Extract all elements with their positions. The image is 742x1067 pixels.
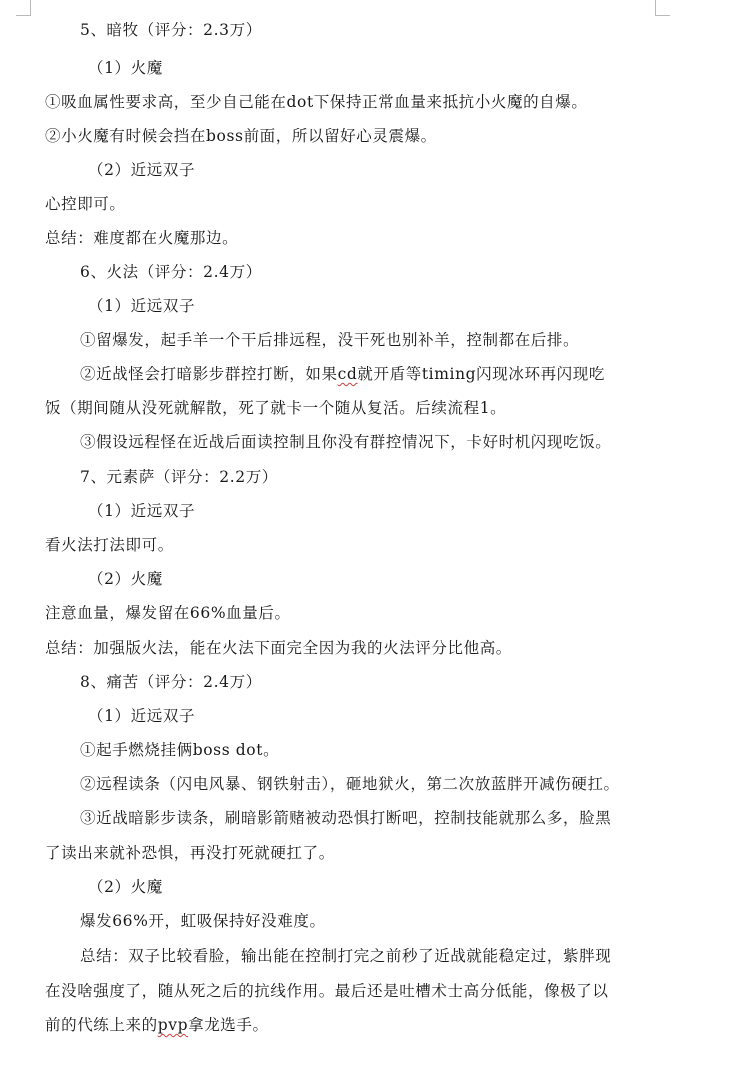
paragraph-line: ②远程读条（闪电风暴、钢铁射击），砸地狱火，第二次放蓝胖开减伤硬扛。 <box>80 775 620 793</box>
paragraph-line: ①起手燃烧挂俩boss dot。 <box>80 741 280 759</box>
subheading-fire-demon: （1）火魔 <box>88 59 163 77</box>
paragraph-line: 前的代练上来的pvp拿龙选手。 <box>45 1016 269 1034</box>
subheading-twins: （1）近远双子 <box>88 707 196 725</box>
spellcheck-word: pvp <box>157 1016 189 1034</box>
section-heading-fire-mage: 6、火法（评分：2.4万） <box>80 263 262 281</box>
page-corner-mark-right <box>655 0 656 16</box>
paragraph-line: 爆发66%开，虹吸保持好没难度。 <box>80 912 326 930</box>
section-heading-elemental-shaman: 7、元素萨（评分：2.2万） <box>80 468 278 486</box>
subheading-twins: （1）近远双子 <box>88 297 196 315</box>
summary-line: 总结：加强版火法，能在火法下面完全因为我的火法评分比他高。 <box>45 639 512 657</box>
paragraph-line: ①留爆发，起手羊一个干后排远程，没干死也别补羊，控制都在后排。 <box>80 331 580 349</box>
summary-line: 总结：难度都在火魔那边。 <box>45 229 239 247</box>
subheading-fire-demon: （2）火魔 <box>88 878 163 896</box>
paragraph-line: 了读出来就补恐惧，再没打死就硬扛了。 <box>45 844 335 862</box>
paragraph-line: ③假设远程怪在近战后面读控制且你没有群控情况下，卡好时机闪现吃饭。 <box>80 433 612 451</box>
subheading-twins: （1）近远双子 <box>88 502 196 520</box>
summary-line: 总结：双子比较看脸，输出能在控制打完之前秒了近战就能稳定过，紫胖现 <box>80 947 612 965</box>
paragraph-line: 饭（期间随从没死就解散，死了就卡一个随从复活。后续流程1。 <box>45 399 507 417</box>
subheading-twins: （2）近远双子 <box>88 161 196 179</box>
paragraph-line: 心控即可。 <box>45 195 126 213</box>
paragraph-line: 看火法打法即可。 <box>45 536 174 554</box>
paragraph-line: ①吸血属性要求高，至少自己能在dot下保持正常血量来抵抗小火魔的自爆。 <box>45 93 588 111</box>
paragraph-line: ②近战怪会打暗影步群控打断，如果cd就开盾等timing闪现冰环再闪现吃 <box>80 365 605 383</box>
paragraph-line: 在没啥强度了，随从死之后的抗线作用。最后还是吐槽术士高分低能，像极了以 <box>45 982 609 1000</box>
section-heading-shadow-priest: 5、暗牧（评分：2.3万） <box>80 21 262 39</box>
spellcheck-word: cd <box>337 365 358 383</box>
paragraph-line: 注意血量，爆发留在66%血量后。 <box>45 604 291 622</box>
section-heading-affliction: 8、痛苦（评分：2.4万） <box>80 673 262 691</box>
page-corner-mark-left <box>30 0 31 16</box>
paragraph-line: ③近战暗影步读条，刷暗影箭赌被动恐惧打断吧，控制技能就那么多，脸黑 <box>80 809 612 827</box>
subheading-fire-demon: （2）火魔 <box>88 570 163 588</box>
paragraph-line: ②小火魔有时候会挡在boss前面，所以留好心灵震爆。 <box>45 127 437 145</box>
